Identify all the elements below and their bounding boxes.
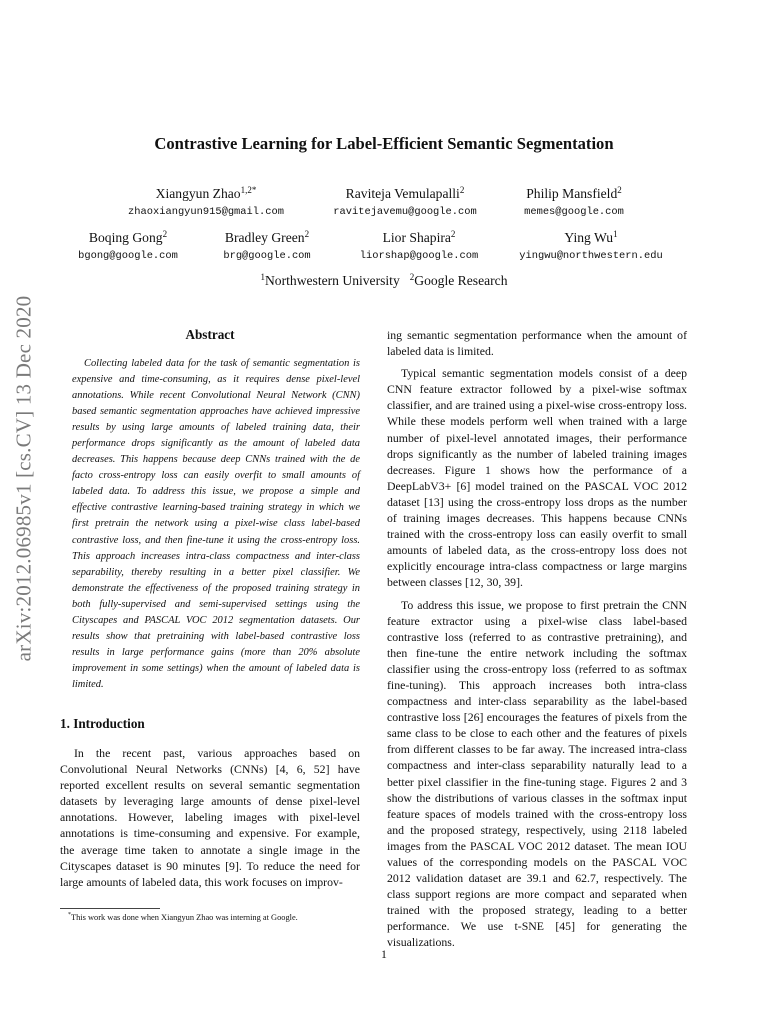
author-name: Lior Shapira$^2$ xyxy=(382,229,456,245)
abstract-text: Collecting labeled data for the task of semantic segmentation is expensive and time-consuming, as it requires dense pixel-level annotations. While recent Convolutional Neural Network (CNN) based semantic segmentation approaches have achieved impressive results by using large amounts of labeled training data, their performance drops significantly as the amount of labeled data decreases. This happens because deep CNNs trained with the de facto cross-entropy loss can easily overfit to small amounts of labeled data. To address this issue, we propose a simple and effective contrastive learning-based training strategy in which we first pretrain the network using a pixel-wise class label-based contrastive loss, and then fine-tune it using the cross-entropy loss. This approach increases intra-class compactness and inter-class separability, thereby resulting in a better pixel classifier. We demonstrate the effectiveness of the proposed training strategy in both fully-supervised and semi-supervised settings using the Cityscapes and PASCAL VOC 2012 segmentation datasets. Our results show that pretraining with label-based contrastive loss results in large performance gains (more than 20% absolute improvement in some settings) when the amount of labeled data is limited. xyxy=(72,358,360,690)
author-name: Boqing Gong$^2$ xyxy=(88,229,168,245)
author-email[interactable]: liorshap@google.com xyxy=(359,250,479,262)
affiliations: $^1$Northwestern University $^2$Google Research xyxy=(260,272,508,288)
intro-paragraph: In the recent past, various approaches based on Convolutional Neural Networks (CNNs) [4, 6, 52] have reported excellent results on several semantic segmentation datasets by leveraging large amounts of dense pixel-level annotations. However, labeling images with pixel-level annotations is time-consuming and expensive. For example, the average time taken to annotate a single image in the Cityscapes dataset is 90 minutes [9]. To reduce the need for large amounts of labeled data, this work focuses on improv- xyxy=(60,745,360,889)
author-block xyxy=(223,230,310,262)
footnote: *This work was done when Xiangyun Zhao was interning at Google. xyxy=(68,912,298,922)
author-block xyxy=(524,186,624,218)
author-name: Philip Mansfield$^2$ xyxy=(526,185,622,201)
author-email[interactable]: zhaoxiangyun915@gmail.com xyxy=(128,206,284,218)
right-column xyxy=(387,327,687,951)
author-email[interactable]: bgong@google.com xyxy=(78,250,178,262)
author-name: Bradley Green$^2$ xyxy=(224,229,310,245)
intro-paragraph: Typical semantic segmentation models consist of a deep CNN feature extractor followed by a pixel-wise softmax classifier, and are trained using a pixel-wise cross-entropy loss. While these models perform well when trained with a large number of pixel-level annotated images, their performance drops significantly as the number of labeled training images decreases. Figure 1 shows how the performance of a DeepLabV3+ [6] model trained on the PASCAL VOC 2012 dataset [13] using the cross-entropy loss drops as the number of training images decreases. This happens because CNNs trained with the cross-entropy loss can easily overfit to small amounts of labeled data, as the cross-entropy loss does not explicitly encourage intra-class compactness or large margins between classes [12, 30, 39]. xyxy=(387,366,687,590)
left-column xyxy=(60,326,360,890)
author-email[interactable]: ravitejavemu@google.com xyxy=(333,206,477,218)
author-block xyxy=(78,230,178,262)
intro-paragraph-continued: ing semantic segmentation performance when the amount of labeled data is limited. xyxy=(387,328,687,359)
author-name: Xiangyun Zhao$^{1,2*}$ xyxy=(155,185,257,201)
intro-paragraph: To address this issue, we propose to first pretrain the CNN feature extractor using a pixel-wise class label-based contrastive loss (referred to as contrastive pretraining), and then fine-tune the entire network including the softmax classifier using the cross-entropy loss (referred to as softmax fine-tuning). This approach increases both intra-class compactness and inter-class separability as the label-based contrastive loss [26] encourages the features of pixels from the same class to be close to each other and the features of pixels from different classes to be far away. The increased intra-class compactness and inter-class separability naturally lead to a better pixel classifier in the fine-tuning stage. Figures 2 and 3 show the distributions of various classes in the softmax input feature spaces of models trained with the cross-entropy loss and the proposed strategy, respectively, using 2118 labeled images from the PASCAL VOC 2012 dataset. The mean IOU values of the corresponding models on the PASCAL VOC 2012 validation dataset are 39.1 and 62.7, respectively. The class support regions are more compact and separated when trained with the proposed strategy, leading to a better performance. We use t-SNE [45] for generating the visualizations. xyxy=(387,597,687,950)
author-block xyxy=(333,186,476,218)
author-block xyxy=(519,230,662,262)
author-email[interactable]: brg@google.com xyxy=(223,250,311,262)
author-email[interactable]: yingwu@northwestern.edu xyxy=(519,250,663,262)
author-block xyxy=(128,186,284,218)
author-name: Ying Wu$^1$ xyxy=(564,229,618,245)
abstract-heading: Abstract xyxy=(185,327,235,342)
footnote-rule xyxy=(60,908,160,909)
arxiv-stamp-text: arXiv:2012.06985v1 [cs.CV] 13 Dec 2020 xyxy=(11,295,36,661)
arxiv-stamp xyxy=(2,268,46,688)
author-block xyxy=(360,230,478,262)
author-email[interactable]: memes@google.com xyxy=(524,206,624,218)
introduction-heading: 1. Introduction xyxy=(60,715,145,731)
paper-title: Contrastive Learning for Label-Efficient Semantic Segmentation xyxy=(154,134,614,153)
page-number: 1 xyxy=(381,947,387,961)
author-name: Raviteja Vemulapalli$^2$ xyxy=(345,185,465,201)
